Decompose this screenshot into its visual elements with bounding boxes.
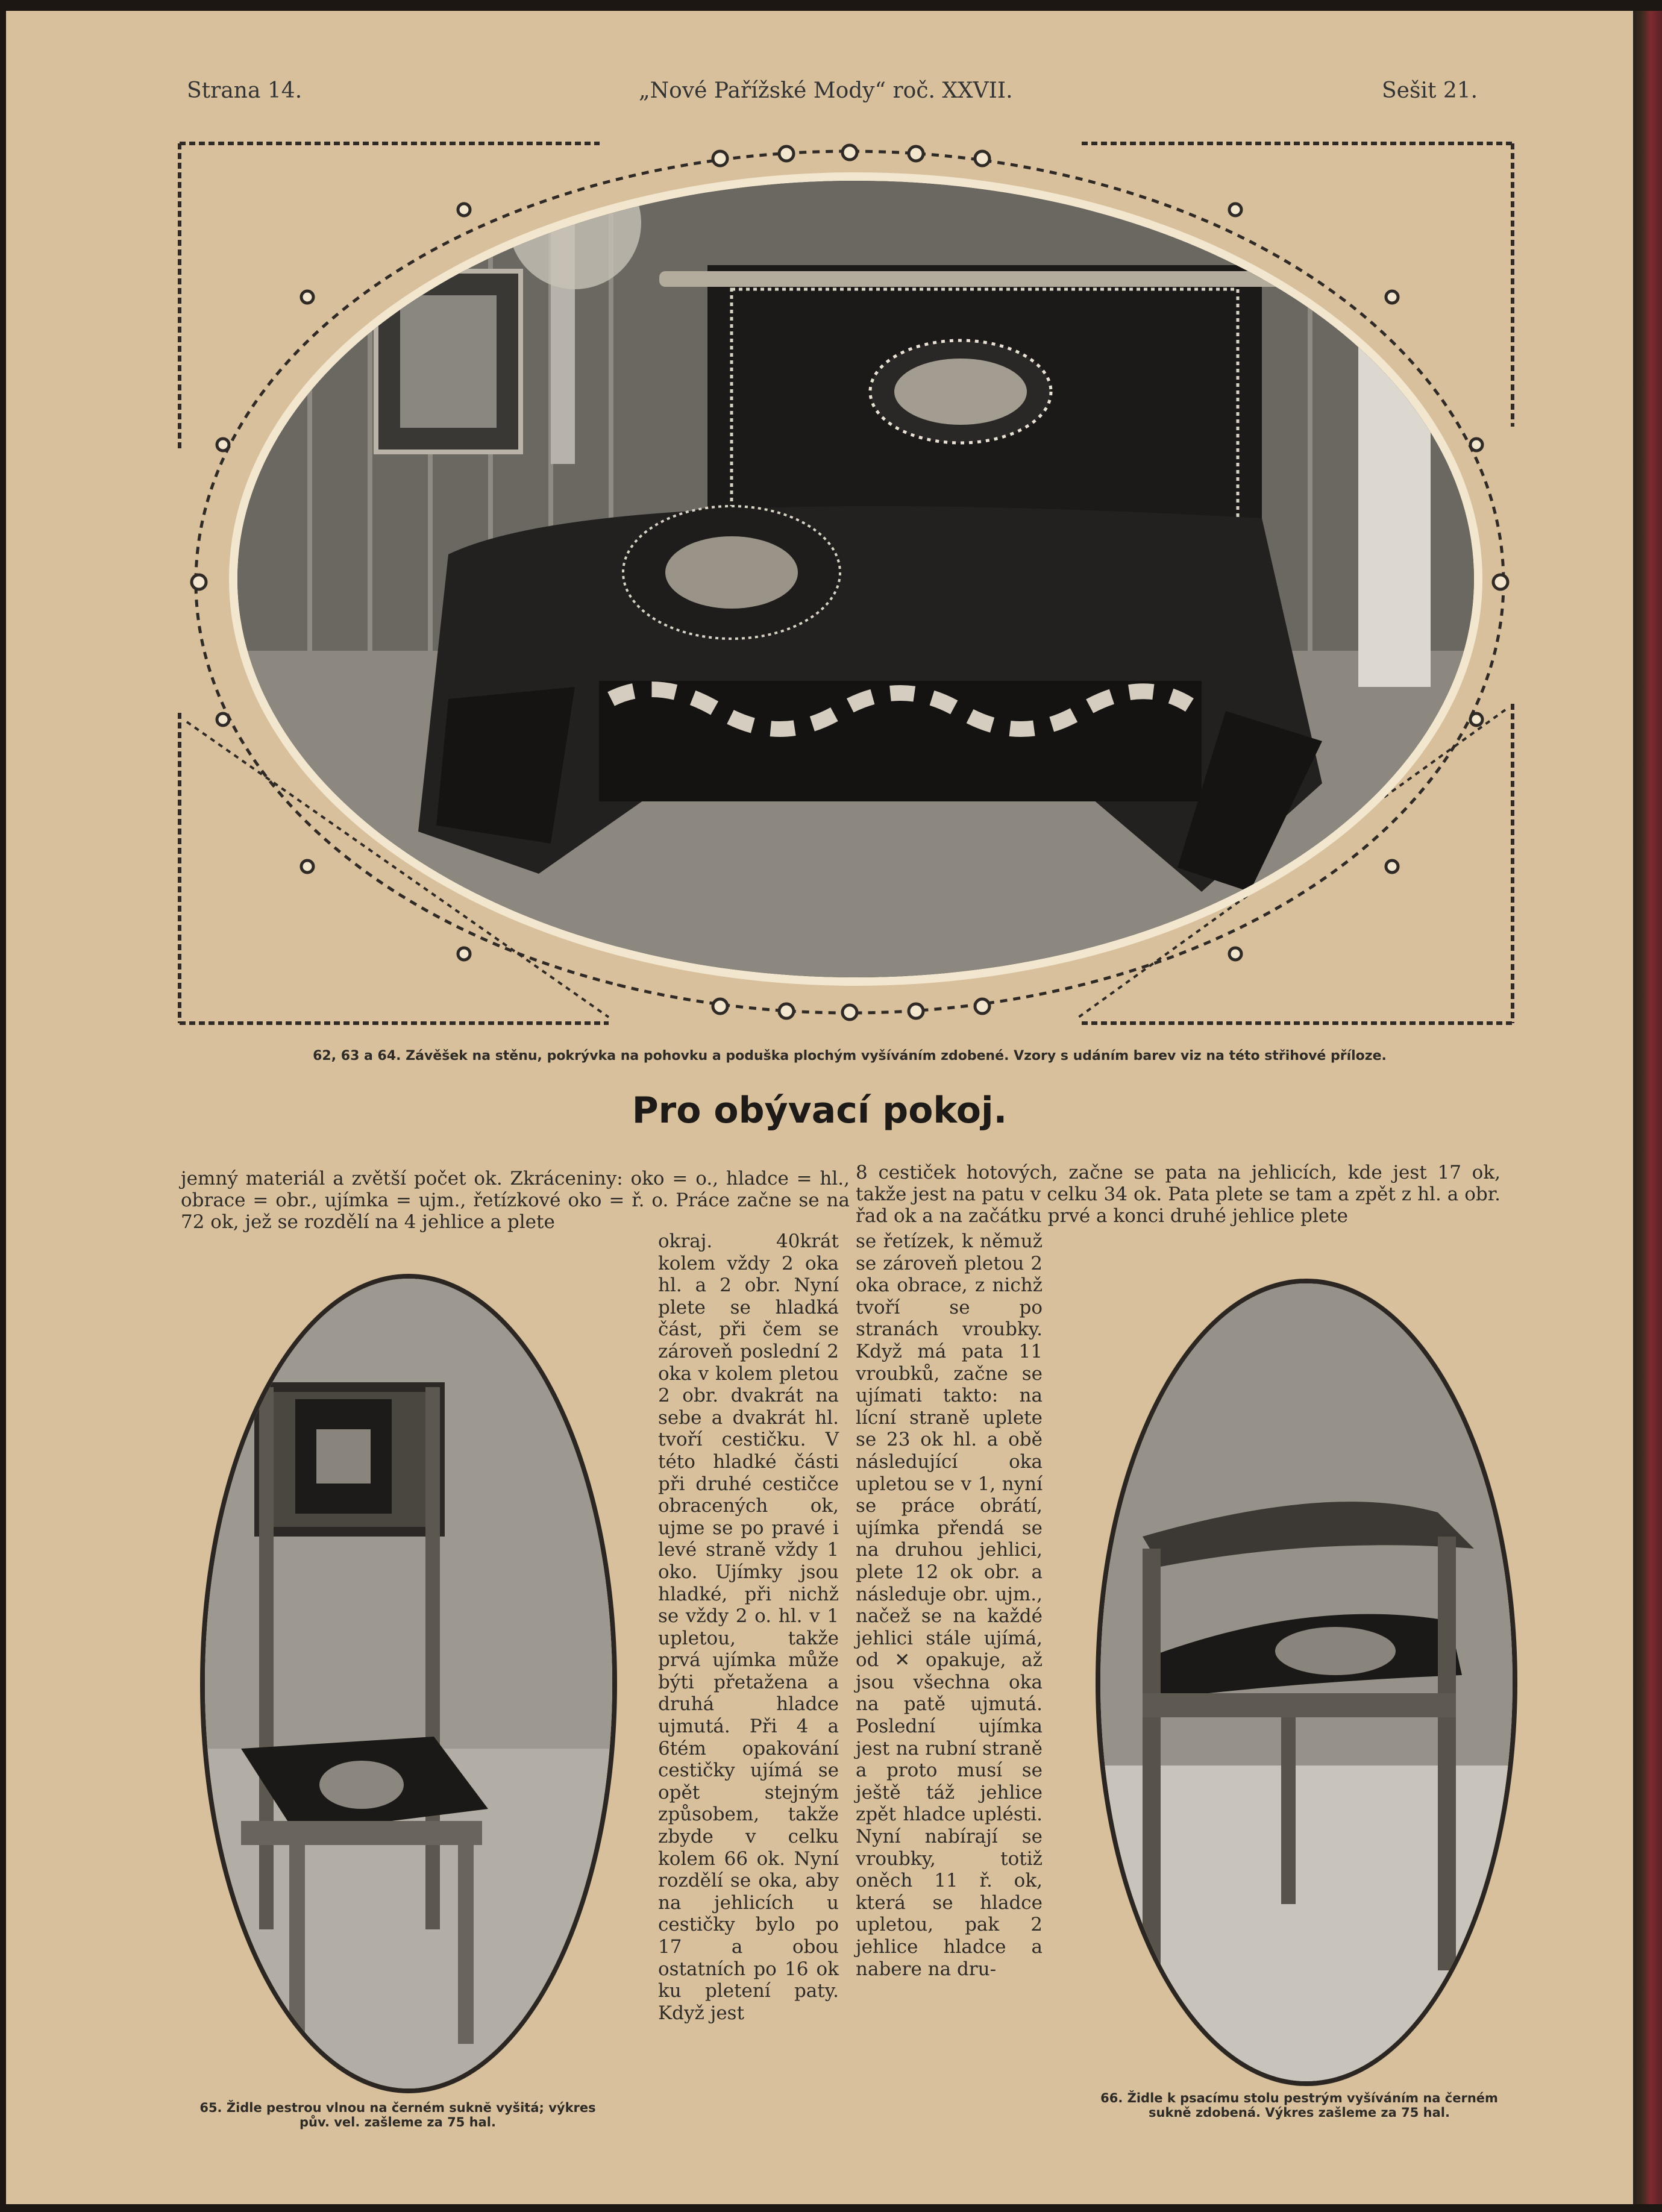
page-number: Strana 14.	[187, 78, 303, 103]
binding-edge	[1633, 11, 1662, 2204]
main-figure-caption: 62, 63 a 64. Závěšek na stěnu, pokrývka na pohovku a poduška plochým vyšíváním zdobené. Vzory s udáním barev viz na této střihové příloze.	[313, 1048, 1387, 1064]
column-middle: okraj. 40krát kolem vždy 2 oka hl. a 2 obr. Nyní plete se hladká část, při čem se zároveň poslední 2 oka v kolem pletou 2 obr. dvakrát na sebe a dvakrát hl. tvoří cestičku. V této hladké části při druhé cestičce obracených ok, ujme se po pravé i levé straně vždy 1 oko. Ujímky jsou hladké, při nichž se vždy 2 o. hl. v 1 upletou, takže prvá ujímka může býti přetažena a druhá hladce ujmutá. Při 4 a 6tém opakování cestičky ujímá se opět stejným způsobem, takže zbyde v celku kolem 66 ok. Nyní rozdělí se oka, aby na jehlicích u cestičky bylo po 17 a obou ostatních po 16 ok ku pletení paty. Když jest	[658, 1230, 839, 2024]
intro-left: jemný materiál a zvětší počet ok. Zkráceniny: oko = o., hladce = hl., obrace = obr., ujímka = ujm., řetízkové oko = ř. o. Práce začne se na 72 ok, jež se rozdělí na 4 jehlice a plete	[181, 1168, 850, 1233]
left-figure-caption	[181, 2101, 615, 2129]
right-caption-line-1: 66. Židle k psacímu stolu pestrým vyšíváním na černém	[1100, 2091, 1498, 2105]
issue-number: Sešit 21.	[1382, 78, 1478, 103]
chair-photo	[200, 1274, 617, 2093]
left-caption-line-2: pův. vel. zašleme za 75 hal.	[299, 2115, 496, 2129]
sofa-illustration	[237, 181, 1474, 977]
sofa-photo	[229, 172, 1482, 986]
intro-right: 8 cestiček hotových, začne se pata na jehlicích, kde jest 17 ok, takže jest na patu v celku 34 ok. Pata plete se tam a zpět z hl. a obr. řad ok a na začátku prvé a konci druhé jehlice plete	[856, 1162, 1501, 1227]
right-figure-caption	[1076, 2091, 1522, 2120]
desk-chair-photo	[1096, 1279, 1517, 2086]
page	[6, 11, 1633, 2204]
desk-chair-illustration	[1100, 1283, 1513, 2081]
left-caption-line-1: 65. Židle pestrou vlnou na černém suknĕ vyšitá; výkres	[199, 2101, 596, 2115]
column-right: se řetízek, k němuž se zároveň pletou 2 oka obrace, z nichž tvoří se po stranách vroubky. Když má pata 11 vroubků, začne se ujímati takto: na lícní straně uplete se 23 ok hl. a obě následující oka upletou se v 1, nyní se práce obrátí, ujímka přendá se na druhou jehlici, plete 12 ok obr. a následuje obr. ujm., načež se na každé jehlici stále ujímá, od ✕ opakuje, až jsou všechna oka na patě ujmutá. Poslední ujímka jest na rubní straně a proto musí se ještě táž jehlice zpět hladce uplésti. Nyní nabírají se vroubky, totiž oněch 11 ř. ok, která se hladce upletou, pak 2 jehlice hladce a nabere na dru-	[856, 1230, 1043, 1980]
right-caption-line-2: sukně zdobená. Výkres zašleme za 75 hal.	[1149, 2105, 1450, 2120]
chair-illustration	[205, 1279, 612, 2088]
article-title: Pro obývací pokoj.	[632, 1089, 1008, 1132]
running-title: „Nové Pařížské Mody“ roč. XXVII.	[639, 78, 1013, 103]
